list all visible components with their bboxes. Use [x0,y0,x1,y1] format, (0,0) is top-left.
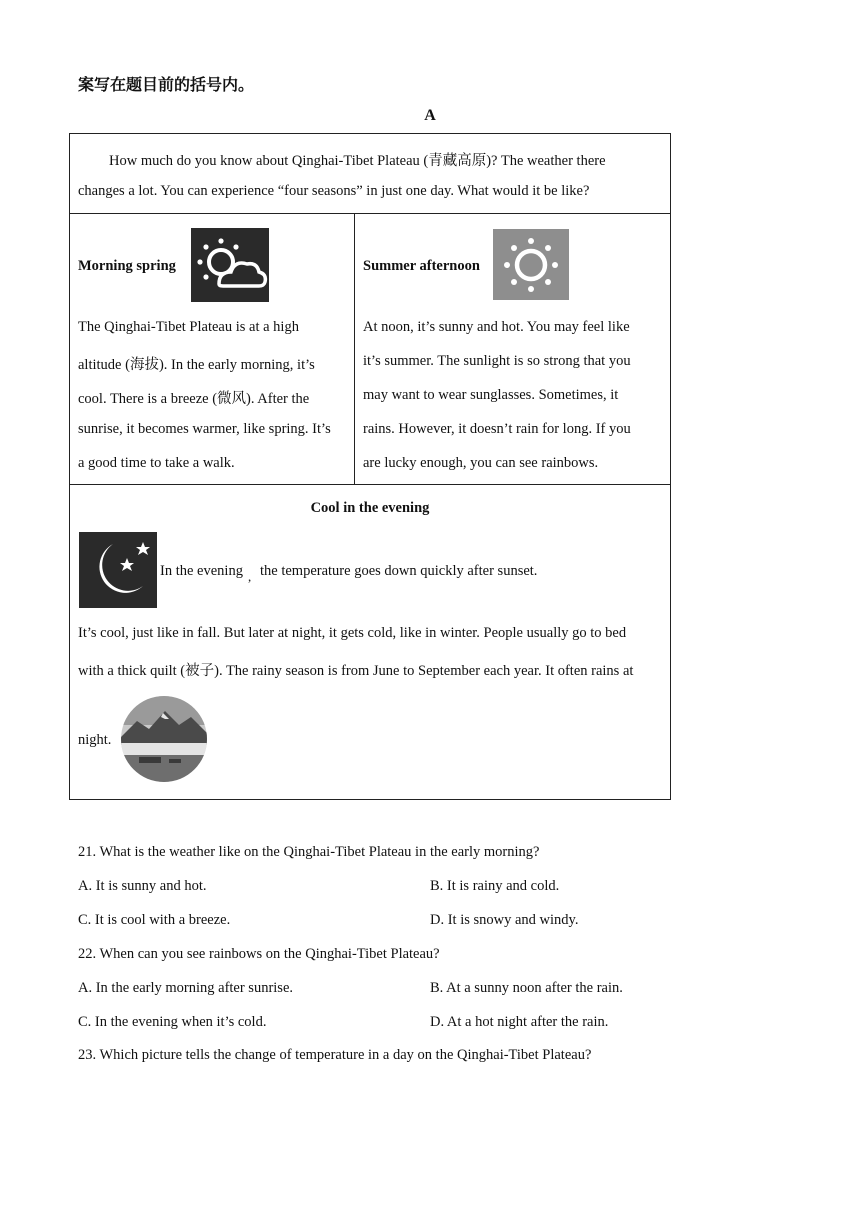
mountain-lake-photo [119,695,209,783]
morning-line-2: altitude (海拔). In the early morning, it’s [78,357,315,373]
intro-line-1: How much do you know about Qinghai-Tibet Plateau (青藏高原)? The weather there [109,153,606,169]
evening-cell [70,485,670,799]
section-letter: A [424,107,436,124]
afternoon-line-1: At noon, it’s sunny and hot. You may feel like [363,319,630,335]
evening-line-4: night. [78,732,112,748]
evening-heading: Cool in the evening [310,500,430,516]
afternoon-line-3: may want to wear sunglasses. Sometimes, it [363,387,619,403]
moon-stars-icon [79,532,157,608]
afternoon-line-4: rains. However, it doesn’t rain for long. If you [363,421,631,437]
evening-comma: , [248,569,252,584]
cloud-sun-icon [191,228,269,302]
question-21-stem: 21. What is the weather like on the Qinghai-Tibet Plateau in the early morning? [78,844,540,860]
question-23-stem: 23. Which picture tells the change of temperature in a day on the Qinghai-Tibet Plateau? [78,1047,592,1063]
question-21-option-d[interactable]: D. It is snowy and windy. [430,912,579,928]
question-21-option-c[interactable]: C. It is cool with a breeze. [78,912,231,928]
question-22-option-a[interactable]: A. In the early morning after sunrise. [78,980,294,996]
morning-line-3: cool. There is a breeze (微风). After the [78,391,310,407]
afternoon-line-2: it’s summer. The sunlight is so strong that you [363,353,631,369]
question-22-option-c[interactable]: C. In the evening when it’s cold. [78,1014,267,1030]
evening-line-3: with a thick quilt (被子). The rainy season is from June to September each year. It often rains at [78,663,634,679]
passage-table [69,133,671,800]
question-22-stem: 22. When can you see rainbows on the Qinghai-Tibet Plateau? [78,946,440,962]
intro-cell [70,134,670,214]
question-22-option-b[interactable]: B. At a sunny noon after the rain. [430,980,623,996]
summer-afternoon-cell [355,214,670,485]
morning-spring-cell [70,214,355,485]
intro-line-2: changes a lot. You can experience “four seasons” in just one day. What would it be like? [78,183,590,199]
instruction-fragment: 案写在题目前的括号内。 [78,75,255,94]
question-22-option-d[interactable]: D. At a hot night after the rain. [430,1014,609,1030]
evening-line-1a: In the evening [160,563,243,579]
question-21-option-b[interactable]: B. It is rainy and cold. [430,878,560,894]
afternoon-line-5: are lucky enough, you can see rainbows. [363,455,599,471]
morning-line-4: sunrise, it becomes warmer, like spring. It’s [78,421,331,437]
sun-icon [493,229,569,300]
afternoon-heading: Summer afternoon [363,258,480,274]
morning-heading: Morning spring [78,258,176,274]
evening-line-1b: the temperature goes down quickly after sunset. [260,563,538,579]
evening-line-2: It’s cool, just like in fall. But later at night, it gets cold, like in winter. People usually go to bed [78,625,627,641]
morning-line-5: a good time to take a walk. [78,455,235,471]
question-21-option-a[interactable]: A. It is sunny and hot. [78,878,207,894]
morning-line-1: The Qinghai-Tibet Plateau is at a high [78,319,299,335]
